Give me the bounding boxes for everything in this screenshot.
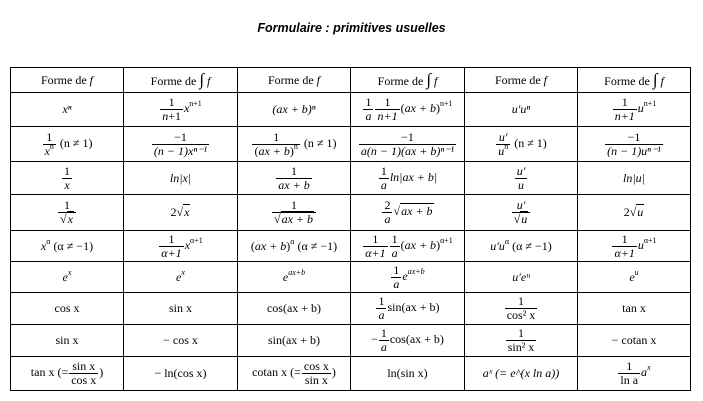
- formula-cell: $\frac{1}{n+1}$ $x^{n+1}$: [124, 93, 238, 127]
- formula-cell: − ln(cos x): [124, 357, 238, 391]
- page-title: Formulaire : primitives usuelles: [257, 21, 446, 35]
- formula-cell: sin x: [11, 325, 124, 357]
- header-cell: Forme de f: [11, 68, 124, 93]
- formula-cell: $\frac{u'}{√u}$: [465, 195, 578, 231]
- formula-cell: $e^{ax+b}$: [238, 262, 351, 293]
- primitives-table: [10, 67, 691, 391]
- formula-cell: u′eᵘ: [465, 262, 578, 293]
- formula-cell: ln|x|: [124, 162, 238, 195]
- formula-cell: $\frac{1}{√x}$: [11, 195, 124, 231]
- formula-cell: $\frac{1}{\alpha+1}$ $u^{\alpha+1}$: [578, 231, 691, 262]
- formula-cell: $\frac{-1}{\text{(n − 1)xⁿ⁻¹}}$: [124, 127, 238, 162]
- formula-cell: $u'u^\alpha$ (α ≠ −1): [465, 231, 578, 262]
- formula-cell: $\frac{1}{a}$ sin(ax + b): [351, 293, 465, 325]
- formula-cell: ln(sin x): [351, 357, 465, 391]
- formula-cell: $\frac{-1}{\text{(n − 1)uⁿ⁻¹}}$: [578, 127, 691, 162]
- formula-cell: $e^x$: [11, 262, 124, 293]
- formula-cell: aˣ (= e^(x ln a)): [465, 357, 578, 391]
- formula-cell: u′uⁿ: [465, 93, 578, 127]
- formula-cell: xⁿ: [11, 93, 124, 127]
- formula-cell: $\frac{1}{x^n}$ (n ≠ 1): [11, 127, 124, 162]
- formula-cell: $\frac{1}{\text{ln a}}$ $a^x$: [578, 357, 691, 391]
- header-cell: Forme de ∫ f: [124, 68, 238, 93]
- table-header-row: [11, 68, 691, 93]
- formula-cell: $\frac{1}{√ax + b}$: [238, 195, 351, 231]
- formula-cell: $\frac{-1}{\text{a(n − 1)(ax + b)ⁿ⁻¹}}$: [351, 127, 465, 162]
- table-row: [11, 93, 691, 127]
- formula-cell: cos x: [11, 293, 124, 325]
- header-cell: Forme de f: [238, 68, 351, 93]
- formula-cell: − cos x: [124, 325, 238, 357]
- formula-cell: $e^x$: [124, 262, 238, 293]
- table-row: [11, 262, 691, 293]
- formula-cell: tan x (= $\frac{\text{sin x}}{\text{cos x}}$ ): [11, 357, 124, 391]
- formula-cell: $\frac{1}{\alpha+1}$ $x^{\alpha+1}$: [124, 231, 238, 262]
- table-row: [11, 231, 691, 262]
- formula-cell: $\frac{1}{\text{cos² x}}$: [465, 293, 578, 325]
- formula-cell: $\frac{1}{\alpha+1}$ $\frac{1}{a}$ (ax + b)$^{\alpha+1}$: [351, 231, 465, 262]
- formula-cell: $e^u$: [578, 262, 691, 293]
- table-row: [11, 127, 691, 162]
- table-row: [11, 325, 691, 357]
- formula-cell: 2√u: [578, 195, 691, 231]
- formula-cell: 2√x: [124, 195, 238, 231]
- formula-cell: − cotan x: [578, 325, 691, 357]
- formula-cell: $\frac{1}{n+1}$ $u^{n+1}$: [578, 93, 691, 127]
- formula-cell: sin x: [124, 293, 238, 325]
- formula-cell: sin(ax + b): [238, 325, 351, 357]
- formula-cell: − $\frac{1}{a}$ cos(ax + b): [351, 325, 465, 357]
- table-row: [11, 293, 691, 325]
- formula-cell: cotan x (= $\frac{\text{cos x}}{\text{sin x}}$ ): [238, 357, 351, 391]
- formula-cell: $\frac{1}{(ax + b)^n}$ (n ≠ 1): [238, 127, 351, 162]
- formula-cell: tan x: [578, 293, 691, 325]
- formula-cell: $\frac{1}{\text{sin² x}}$: [465, 325, 578, 357]
- formula-cell: (ax + b)ⁿ: [238, 93, 351, 127]
- formula-cell: $\frac{u'}{u^n}$ (n ≠ 1): [465, 127, 578, 162]
- formula-cell: $\frac{1}{ax + b}$: [238, 162, 351, 195]
- formula-cell: cos(ax + b): [238, 293, 351, 325]
- header-cell: Forme de f: [465, 68, 578, 93]
- header-cell: Forme de ∫ f: [351, 68, 465, 93]
- formula-cell: $\frac{1}{a}$ $\frac{1}{n+1}$ (ax + b)$^{n+1}$: [351, 93, 465, 127]
- formula-cell: $\frac{u'}{u}$: [465, 162, 578, 195]
- formula-cell: $\frac{2}{a}$ √ax + b: [351, 195, 465, 231]
- formula-cell: $x^\alpha$ (α ≠ −1): [11, 231, 124, 262]
- table-row: [11, 195, 691, 231]
- formula-cell: $\frac{1}{a}$ $e^{ax+b}$: [351, 262, 465, 293]
- formula-cell: ln|u|: [578, 162, 691, 195]
- table-row: [11, 357, 691, 391]
- table-row: [11, 162, 691, 195]
- formula-cell: $\frac{1}{x}$: [11, 162, 124, 195]
- formula-cell: $\frac{1}{a}$ ln|ax + b|: [351, 162, 465, 195]
- formula-cell: (ax + b)$^\alpha$ (α ≠ −1): [238, 231, 351, 262]
- header-cell: Forme de ∫ f: [578, 68, 691, 93]
